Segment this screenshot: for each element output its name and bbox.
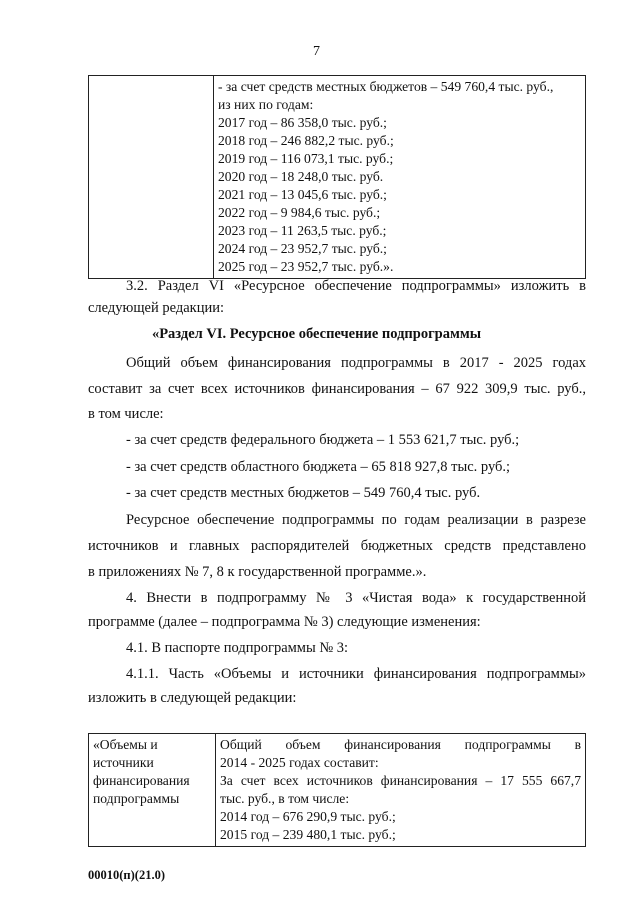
section-heading: «Раздел VI. Ресурсное обеспечение подпрограммы — [151, 326, 482, 342]
section-3-2-line1: 3.2. Раздел VI «Ресурсное обеспечение подпрограммы» изложить в — [126, 278, 586, 294]
table-line: - за счет средств местных бюджетов – 549 760,4 тыс. руб., — [218, 79, 554, 94]
footer-document-code: 00010(п)(21.0) — [88, 868, 165, 882]
para-resources-line2: источников и главных распорядителей бюджетных средств представлено — [88, 538, 586, 554]
table-cell-label — [89, 734, 216, 847]
label-line: подпрограммы — [93, 791, 180, 806]
table-line: 2018 год – 246 882,2 тыс. руб.; — [218, 133, 394, 148]
volumes-line: 2014 год – 676 290,9 тыс. руб.; — [220, 809, 396, 824]
table-line: 2020 год – 18 248,0 тыс. руб. — [218, 169, 384, 184]
section-3-2-line2: следующей редакции: — [88, 300, 225, 316]
para-total-line1: Общий объем финансирования подпрограммы в 2017 - 2025 годах — [126, 355, 586, 371]
funding-volumes-table — [88, 733, 586, 847]
item-4-line2: программе (далее – подпрограмма № 3) следующие изменения: — [88, 614, 481, 630]
para-resources-line3: в приложениях № 7, 8 к государственной программе.». — [88, 564, 427, 580]
table-cell-empty — [89, 76, 214, 279]
table-line: 2024 год – 23 952,7 тыс. руб.; — [218, 241, 387, 256]
volumes-line: 2014 - 2025 годах составит: — [220, 755, 379, 770]
item-4-1-1-line1: 4.1.1. Часть «Объемы и источники финансирования подпрограммы» — [126, 666, 586, 682]
table-line: 2025 год – 23 952,7 тыс. руб.». — [218, 259, 394, 274]
item-4-line1: 4. Внести в подпрограмму № 3 «Чистая вода» к государственной — [126, 590, 586, 606]
funding-table-continued — [88, 75, 586, 279]
table-line: 2023 год – 11 263,5 тыс. руб.; — [218, 223, 387, 238]
para-total-line2: составит за счет всех источников финансирования – 67 922 309,9 тыс. руб., — [88, 381, 586, 397]
table-line: 2021 год – 13 045,6 тыс. руб.; — [218, 187, 387, 202]
volumes-line: Общий объем финансирования подпрограммы в — [220, 737, 581, 752]
para-resources-line1: Ресурсное обеспечение подпрограммы по годам реализации в разрезе — [126, 512, 586, 528]
bullet-local: - за счет средств местных бюджетов – 549 760,4 тыс. руб. — [126, 485, 481, 501]
bullet-regional: - за счет средств областного бюджета – 65 818 927,8 тыс. руб.; — [126, 459, 511, 475]
volumes-line: тыс. руб., в том числе: — [220, 791, 350, 806]
item-4-1-1-line2: изложить в следующей редакции: — [88, 690, 297, 706]
volumes-line: За счет всех источников финансирования – 17 555 667,7 — [220, 773, 581, 788]
table-line: 2022 год – 9 984,6 тыс. руб.; — [218, 205, 381, 220]
page-number: 7 — [313, 44, 320, 59]
label-line: финансирования — [93, 773, 190, 788]
item-4-1: 4.1. В паспорте подпрограммы № 3: — [126, 640, 349, 656]
para-total-line3: в том числе: — [88, 406, 164, 422]
table-cell-volumes — [216, 734, 586, 847]
volumes-line: 2015 год – 239 480,1 тыс. руб.; — [220, 827, 396, 842]
table-cell-local-budget — [214, 76, 586, 279]
table-line: из них по годам: — [218, 97, 314, 112]
label-line: «Объемы и — [93, 737, 158, 752]
label-line: источники — [93, 755, 154, 770]
table-line: 2019 год – 116 073,1 тыс. руб.; — [218, 151, 394, 166]
bullet-federal: - за счет средств федерального бюджета – 1 553 621,7 тыс. руб.; — [126, 432, 520, 448]
table-line: 2017 год – 86 358,0 тыс. руб.; — [218, 115, 387, 130]
